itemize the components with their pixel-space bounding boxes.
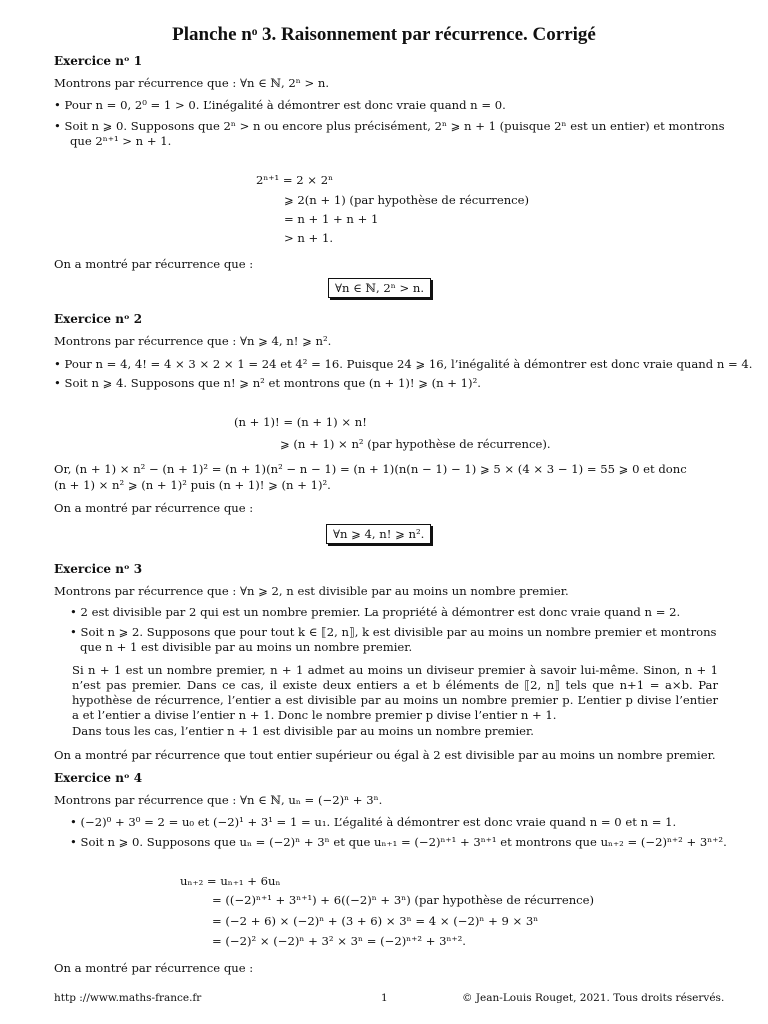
footer-url: http ://www.maths-france.fr [54, 992, 202, 1004]
ex2-bullet-1: • Pour n = 4, 4! = 4 × 3 × 2 × 1 = 24 et 4² = 16. Puisque 24 ⩾ 16, l’inégalité à démontrer est donc vraie quand n = 4. [54, 357, 753, 371]
page-title: Planche nᵒ 3. Raisonnement par récurrence. Corrigé [172, 24, 596, 45]
footer-copyright: © Jean-Louis Rouget, 2021. Tous droits réservés. [462, 992, 725, 1004]
ex1-eq-line-1: 2ⁿ⁺¹ = 2 × 2ⁿ [256, 173, 334, 187]
ex1-bullet-2a: • Soit n ⩾ 0. Supposons que 2ⁿ > n ou encore plus précisément, 2ⁿ ⩾ n + 1 (puisque 2ⁿ est un entier) et montrons [54, 119, 725, 133]
ex2-conclusion: On a montré par récurrence que : [54, 501, 254, 515]
ex4-conclusion: On a montré par récurrence que : [54, 961, 254, 975]
ex2-boxed-result: ∀n ⩾ 4, n! ⩾ n². [326, 524, 431, 544]
ex1-eq-line-2: ⩾ 2(n + 1) (par hypothèse de récurrence) [284, 193, 530, 207]
ex2-bullet-2: • Soit n ⩾ 4. Supposons que n! ⩾ n² et montrons que (n + 1)! ⩾ (n + 1)². [54, 376, 481, 390]
ex2-eq-line-1: (n + 1)! = (n + 1) × n! [234, 415, 367, 429]
ex4-eq-line-3: = (−2 + 6) × (−2)ⁿ + (3 + 6) × 3ⁿ = 4 × (−2)ⁿ + 9 × 3ⁿ [212, 914, 539, 928]
ex4-eq-line-2: = ((−2)ⁿ⁺¹ + 3ⁿ⁺¹) + 6((−2)ⁿ + 3ⁿ) (par hypothèse de récurrence) [212, 893, 595, 907]
ex3-bullet-2a: • Soit n ⩾ 2. Supposons que pour tout k ∈ ⟦2, n⟧, k est divisible par au moins un nombre premier et montrons [70, 625, 717, 639]
ex4-eq-line-4: = (−2)² × (−2)ⁿ + 3² × 3ⁿ = (−2)ⁿ⁺² + 3ⁿ⁺². [212, 934, 466, 948]
ex1-statement: Montrons par récurrence que : ∀n ∈ ℕ, 2ⁿ > n. [54, 76, 330, 90]
ex2-or-line-1: Or, (n + 1) × n² − (n + 1)² = (n + 1)(n² − n − 1) = (n + 1)(n(n − 1) − 1) ⩾ 5 × (4 × 3 − 1) = 55 ⩾ 0 et donc [54, 462, 687, 476]
ex4-bullet-1: • (−2)⁰ + 3⁰ = 2 = u₀ et (−2)¹ + 3¹ = 1 = u₁. L’égalité à démontrer est donc vraie quand n = 0 et n = 1. [70, 815, 677, 829]
ex3-paragraph: Si n + 1 est un nombre premier, n + 1 admet au moins un diviseur premier à savoir lui-même. Sinon, n + 1 n’est pas premier. Dans ce cas, il existe deux entiers a et b éléments de ⟦2, n⟧ tels que n+1 = a×b. Par hypothèse de récurrence, l’entier a est divisible par au moins un nombre premier p. L’entier p divise l’entier a et l’entier a divise l’entier n + 1. Donc le nombre premier p divise l’entier n + 1. [72, 663, 718, 722]
ex2-eq-line-2: ⩾ (n + 1) × n² (par hypothèse de récurrence). [280, 437, 551, 451]
ex1-heading: Exercice nᵒ 1 [54, 54, 143, 68]
ex4-heading: Exercice nᵒ 4 [54, 771, 143, 785]
ex3-statement: Montrons par récurrence que : ∀n ⩾ 2, n est divisible par au moins un nombre premier. [54, 584, 569, 598]
ex4-eq-line-1: uₙ₊₂ = uₙ₊₁ + 6uₙ [180, 874, 281, 888]
ex1-conclusion: On a montré par récurrence que : [54, 257, 254, 271]
ex2-statement: Montrons par récurrence que : ∀n ⩾ 4, n! ⩾ n². [54, 334, 332, 348]
ex3-bullet-1: • 2 est divisible par 2 qui est un nombre premier. La propriété à démontrer est donc vraie quand n = 2. [70, 605, 681, 619]
ex4-bullet-2: • Soit n ⩾ 0. Supposons que uₙ = (−2)ⁿ + 3ⁿ et que uₙ₊₁ = (−2)ⁿ⁺¹ + 3ⁿ⁺¹ et montrons que uₙ₊₂ = (−2)ⁿ⁺² + 3ⁿ⁺². [70, 835, 727, 849]
ex3-bullet-2b: que n + 1 est divisible par au moins un nombre premier. [80, 640, 413, 654]
ex1-bullet-2b: que 2ⁿ⁺¹ > n + 1. [70, 134, 172, 148]
ex1-boxed-result: ∀n ∈ ℕ, 2ⁿ > n. [328, 278, 431, 298]
ex2-heading: Exercice nᵒ 2 [54, 312, 143, 326]
ex4-statement: Montrons par récurrence que : ∀n ∈ ℕ, uₙ = (−2)ⁿ + 3ⁿ. [54, 793, 383, 807]
ex3-conclusion: On a montré par récurrence que tout entier supérieur ou égal à 2 est divisible par au moins un nombre premier. [54, 748, 716, 762]
ex2-or-line-2: (n + 1) × n² ⩾ (n + 1)² puis (n + 1)! ⩾ (n + 1)². [54, 478, 331, 492]
ex1-bullet-1: • Pour n = 0, 2⁰ = 1 > 0. L’inégalité à démontrer est donc vraie quand n = 0. [54, 98, 506, 112]
ex1-eq-line-4: > n + 1. [284, 231, 334, 245]
ex1-eq-line-3: = n + 1 + n + 1 [284, 212, 379, 226]
ex3-paragraph-2: Dans tous les cas, l’entier n + 1 est divisible par au moins un nombre premier. [72, 724, 534, 738]
footer-page-number: 1 [381, 992, 388, 1004]
ex3-heading: Exercice nᵒ 3 [54, 562, 143, 576]
